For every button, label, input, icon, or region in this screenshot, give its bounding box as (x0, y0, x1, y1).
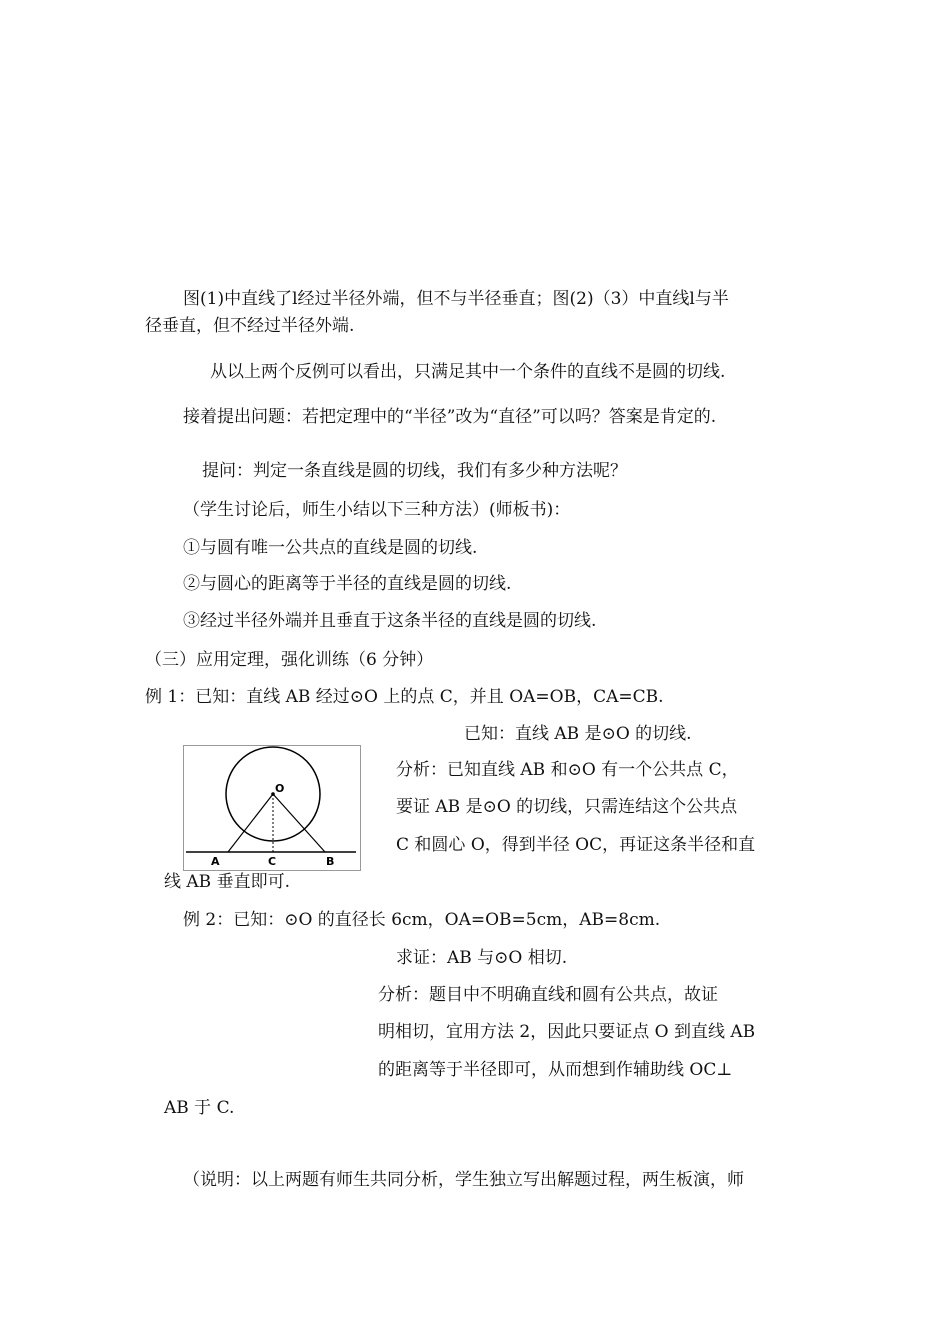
label-a: A (211, 855, 220, 868)
section-heading: （三）应用定理，强化训练（6 分钟） (145, 650, 434, 670)
analysis-1-line-2: 要证 AB 是⊙O 的切线，只需连结这个公共点 (396, 797, 738, 817)
method-2: ②与圆心的距离等于半径的直线是圆的切线. (183, 574, 512, 594)
text-line-5: 提问：判定一条直线是圆的切线，我们有多少种方法呢？ (202, 461, 627, 481)
label-b: B (326, 855, 335, 868)
note-line: （说明：以上两题有师生共同分析，学生独立写出解题过程，两生板演，师 (183, 1170, 744, 1190)
label-c: C (268, 855, 277, 868)
segment-oa (228, 794, 273, 852)
analysis-1-line-4: 线 AB 垂直即可. (164, 872, 290, 892)
tangent-diagram (184, 746, 360, 870)
label-o: O (275, 782, 285, 795)
method-3: ③经过半径外端并且垂直于这条半径的直线是圆的切线. (183, 611, 597, 631)
example-1-given: 已知：直线 AB 是⊙O 的切线. (464, 724, 692, 744)
tangent-figure (183, 745, 361, 871)
example-1-statement: 例 1：已知：直线 AB 经过⊙O 上的点 C，并且 OA=OB，CA=CB. (145, 687, 664, 707)
analysis-2-line-4: AB 于 C. (164, 1098, 235, 1118)
analysis-2-line-3: 的距离等于半径即可，从而想到作辅助线 OC⊥ (378, 1060, 733, 1080)
text-line-4: 接着提出问题：若把定理中的“半径”改为“直径”可以吗？答案是肯定的. (183, 407, 717, 427)
analysis-1-line-1: 分析：已知直线 AB 和⊙O 有一个公共点 C， (396, 760, 739, 780)
analysis-2-line-1: 分析：题目中不明确直线和圆有公共点，故证 (378, 985, 718, 1005)
text-line-1: 图(1)中直线了l经过半径外端，但不与半径垂直；图(2)（3）中直线l与半 (183, 289, 729, 309)
text-line-2: 径垂直，但不经过半径外端. (145, 316, 355, 336)
method-1: ①与圆有唯一公共点的直线是圆的切线. (183, 538, 478, 558)
segment-ob (273, 794, 325, 852)
analysis-2-line-2: 明相切，宜用方法 2，因此只要证点 O 到直线 AB (378, 1022, 756, 1042)
text-line-6: （学生讨论后，师生小结以下三种方法）(师板书)： (183, 500, 571, 520)
text-line-3: 从以上两个反例可以看出，只满足其中一个条件的直线不是圆的切线. (210, 362, 726, 382)
example-2-prove: 求证：AB 与⊙O 相切. (396, 948, 568, 968)
analysis-1-line-3: C 和圆心 O，得到半径 OC，再证这条半径和直 (396, 835, 756, 855)
example-2-statement: 例 2：已知：⊙O 的直径长 6cm，OA=OB=5cm，AB=8cm. (183, 910, 661, 930)
